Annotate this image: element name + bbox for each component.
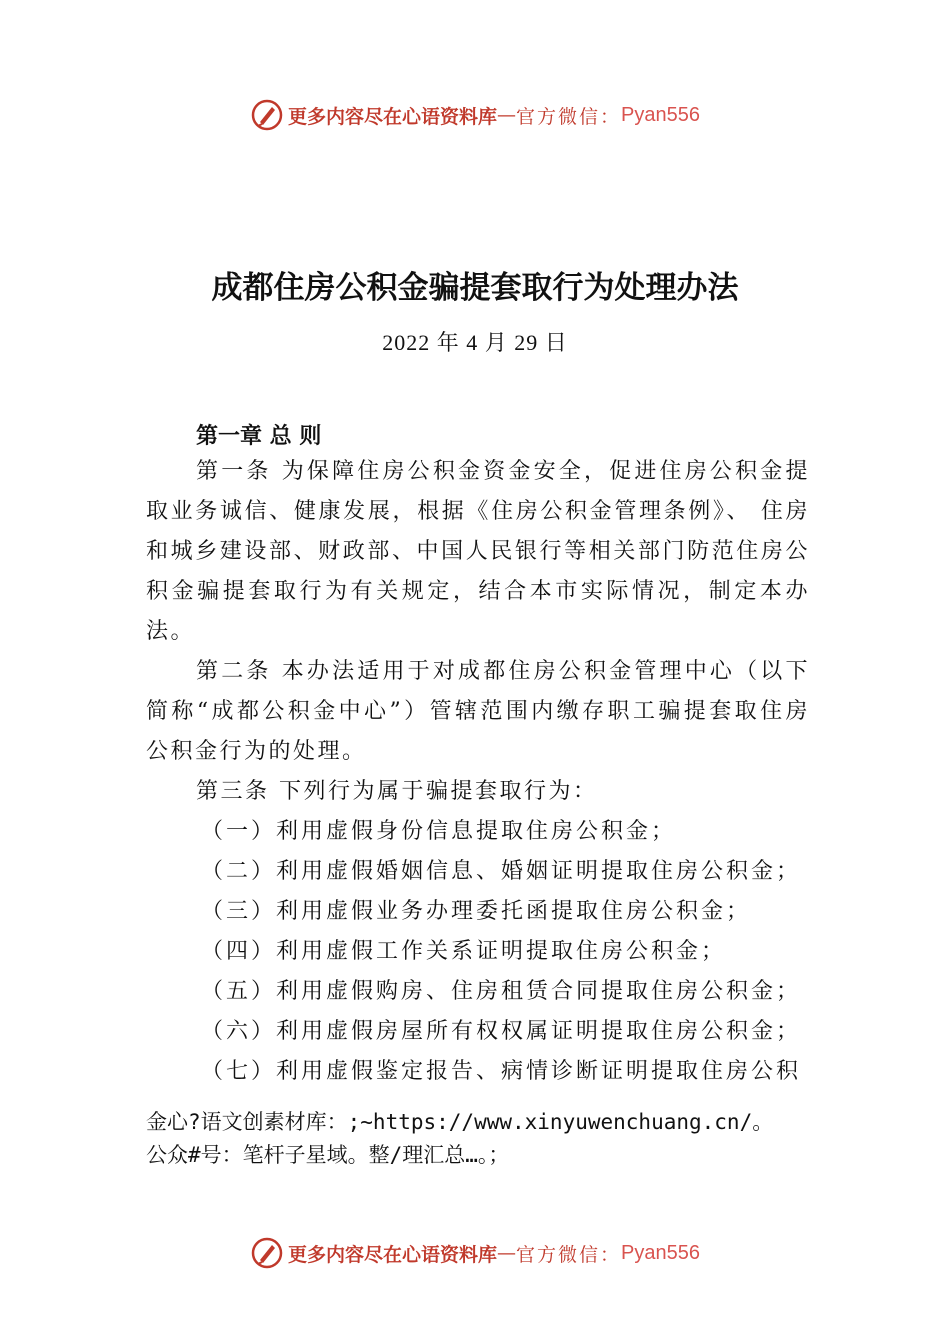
banner-wechat-label: 官方微信： [516,105,622,128]
banner-dash: — [497,1242,517,1264]
banner-main-text: 更多内容尽在心语资料库 [288,105,498,128]
chapter-heading: 第一章 总 则 [196,424,322,449]
list-item: （五）利用虚假购房、住房租赁合同提取住房公积金； [201,979,802,1004]
banner-main-text: 更多内容尽在心语资料库 [288,1243,498,1266]
banner-wechat-id: Pyan556 [621,1241,700,1264]
tail-line-1: 金心?语文创素材库：;~https://www.xinyuwenchuang.cn/。 [146,1110,774,1134]
header-banner [0,95,950,135]
article-2: 第二条 本办法适用于对成都住房公积金管理中心（以下简称“成都公积金中心”）管辖范围内缴存职工骗提套取住房公积金行为的处理。 [146,659,810,764]
document-title: 成都住房公积金骗提套取行为处理办法 [211,270,739,306]
list-item: （四）利用虚假工作关系证明提取住房公积金； [201,939,727,964]
list-item: （六）利用虚假房屋所有权权属证明提取住房公积金； [201,1019,802,1044]
document-body [146,452,810,1092]
article-1: 第一条 为保障住房公积金资金安全，促进住房公积金提取业务诚信、健康发展，根据《住房公积金管理条例》、 住房和城乡建设部、财政部、中国人民银行等相关部门防范住房公积金骗提套取行为有关规定，结合本市实际情况，制定本办法。 [146,459,810,644]
banner-wechat-id: Pyan556 [621,103,700,126]
article-3: 第三条 下列行为属于骗提套取行为： [196,779,598,804]
list-item: （七）利用虚假鉴定报告、病情诊断证明提取住房公积 [201,1059,802,1084]
pen-seal-logo-icon [250,1236,284,1270]
body-tail [146,1106,826,1172]
tail-line-2: 公众#号：笔杆子星域。整/理汇总…。； [146,1143,510,1167]
list-item: （三）利用虚假业务办理委托函提取住房公积金； [201,899,752,924]
banner-wechat-label: 官方微信： [516,1243,622,1266]
footer-banner [0,1233,950,1273]
banner-dash: — [497,104,517,126]
document-date: 2022 年 4 月 29 日 [382,330,568,355]
pen-seal-logo-icon [250,98,284,132]
list-item: （一）利用虚假身份信息提取住房公积金； [201,819,677,844]
list-item: （二）利用虚假婚姻信息、婚姻证明提取住房公积金； [201,859,802,884]
